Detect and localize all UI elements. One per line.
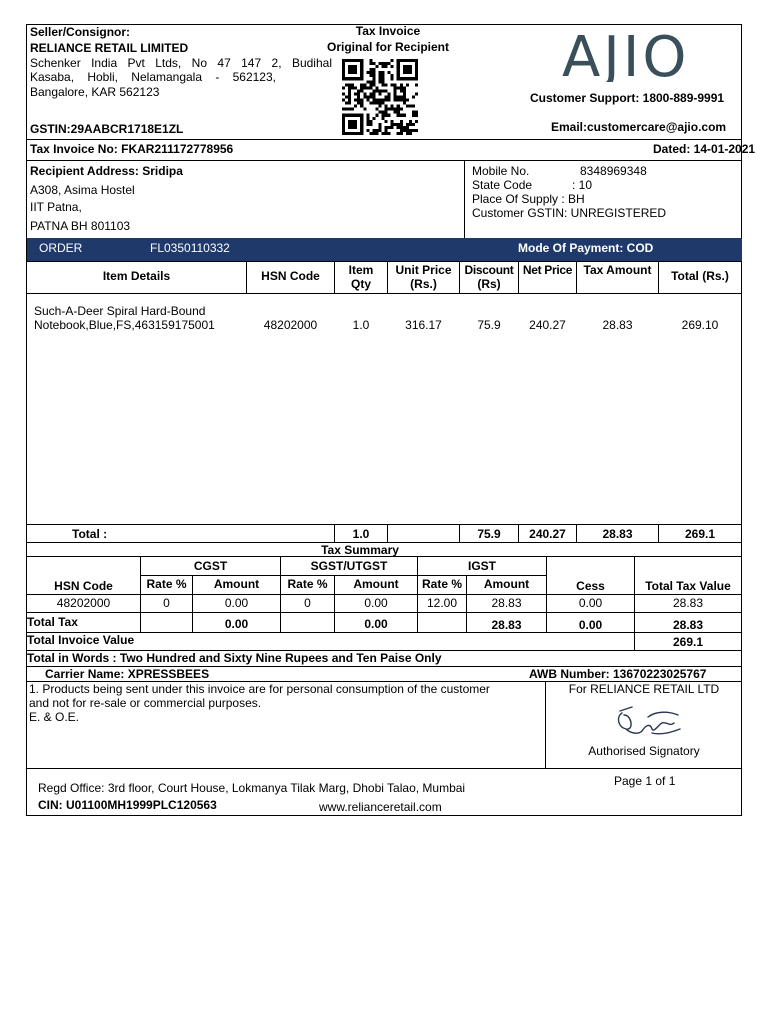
total-invoice-value: 269.1 bbox=[672, 635, 704, 649]
state-code-value: : 10 bbox=[572, 178, 593, 192]
payment-mode: Mode Of Payment: COD bbox=[518, 241, 654, 255]
regd-office: Regd Office: 3rd floor, Court House, Lokmanya Tilak Marg, Dhobi Talao, Mumbai bbox=[38, 781, 466, 795]
item-hsn: 48202000 bbox=[263, 318, 318, 332]
seller-label: Seller/Consignor: bbox=[30, 25, 131, 39]
item-total: 269.10 bbox=[681, 318, 719, 332]
total-tax-cess: 0.00 bbox=[578, 618, 603, 632]
tax-row-hsn: 48202000 bbox=[56, 596, 111, 610]
col-item-details: Item Details bbox=[102, 269, 171, 283]
state-code-label: State Code bbox=[472, 178, 533, 192]
col-tax-amount: Tax Amount bbox=[583, 263, 652, 277]
customer-support: Customer Support: 1800-889-9991 bbox=[530, 91, 725, 105]
qr-code-icon bbox=[340, 59, 420, 135]
totals-label: Total : bbox=[72, 527, 108, 541]
tax-col-igst-rate: Rate % bbox=[421, 577, 462, 591]
seller-name: RELIANCE RETAIL LIMITED bbox=[30, 41, 189, 55]
col-item-qty-1: Item bbox=[348, 263, 374, 277]
total-tax-cgst: 0.00 bbox=[224, 617, 249, 631]
col-unit-price-1: Unit Price bbox=[395, 263, 452, 277]
note-line-2: and not for re-sale or commercial purposes. bbox=[29, 696, 262, 710]
col-hsn-code: HSN Code bbox=[261, 269, 320, 283]
col-total: Total (Rs.) bbox=[671, 269, 729, 283]
col-discount-1: Discount bbox=[464, 263, 514, 277]
recipient-line-3: PATNA BH 801103 bbox=[30, 219, 131, 233]
svg-text:AJIO: AJIO bbox=[562, 30, 690, 82]
item-unit-price: 316.17 bbox=[405, 318, 442, 332]
item-qty: 1.0 bbox=[352, 318, 370, 332]
totals-net-price: 240.27 bbox=[529, 527, 566, 541]
item-tax-amount: 28.83 bbox=[602, 318, 633, 332]
place-of-supply: Place Of Supply : BH bbox=[472, 192, 585, 206]
tax-col-sgst-rate: Rate % bbox=[287, 577, 328, 591]
recipient-line-2: IIT Patna, bbox=[30, 200, 82, 214]
total-tax-label: Total Tax bbox=[27, 615, 78, 629]
seller-gstin: GSTIN:29AABCR1718E1ZL bbox=[30, 122, 184, 136]
page-number: Page 1 of 1 bbox=[614, 774, 676, 788]
tax-col-cgst-amount: Amount bbox=[213, 577, 260, 591]
item-desc-line-1: Such-A-Deer Spiral Hard-Bound bbox=[34, 304, 206, 318]
tax-col-hsn: HSN Code bbox=[54, 579, 113, 593]
tax-row-total-tax-value: 28.83 bbox=[672, 596, 704, 610]
mobile-label: Mobile No. bbox=[472, 164, 530, 178]
tax-row-sgst-amount: 0.00 bbox=[364, 596, 388, 610]
recipient-label: Recipient Address: Sridipa bbox=[30, 164, 183, 178]
signatory-for: For RELIANCE RETAIL LTD bbox=[568, 682, 720, 696]
invoice-title: Tax Invoice bbox=[355, 24, 421, 38]
col-discount-2: (Rs) bbox=[477, 277, 501, 291]
seller-address-line-1: Schenker India Pvt Ltds, No 47 147 2, Budihal bbox=[30, 56, 332, 70]
order-bar bbox=[27, 238, 742, 261]
total-tax-total: 28.83 bbox=[672, 618, 704, 632]
tax-row-sgst-rate: 0 bbox=[304, 596, 311, 610]
mobile-value: 8348969348 bbox=[580, 164, 647, 178]
signature-icon bbox=[612, 703, 684, 743]
signatory-label: Authorised Signatory bbox=[588, 744, 700, 758]
tax-col-sgst-amount: Amount bbox=[353, 577, 399, 591]
awb-number: AWB Number: 13670223025767 bbox=[529, 667, 707, 681]
tax-col-cgst-rate: Rate % bbox=[146, 577, 187, 591]
total-invoice-value-label: Total Invoice Value bbox=[27, 633, 135, 647]
invoice-date: Dated: 14-01-2021 bbox=[653, 142, 756, 156]
col-item-qty-2: Qty bbox=[350, 277, 371, 291]
group-igst: IGST bbox=[467, 559, 496, 573]
customer-gstin: Customer GSTIN: UNREGISTERED bbox=[472, 206, 667, 220]
tax-row-cgst-rate: 0 bbox=[163, 596, 170, 610]
total-in-words: Total in Words : Two Hundred and Sixty Nine Rupees and Ten Paise Only bbox=[27, 651, 442, 665]
total-tax-sgst: 0.00 bbox=[364, 617, 388, 631]
tax-row-cgst-amount: 0.00 bbox=[224, 596, 249, 610]
group-sgst: SGST/UTGST bbox=[310, 559, 388, 573]
totals-discount: 75.9 bbox=[477, 527, 501, 541]
totals-total: 269.1 bbox=[684, 527, 716, 541]
tax-col-cess: Cess bbox=[576, 579, 605, 593]
tax-col-total-tax-value: Total Tax Value bbox=[645, 579, 731, 593]
invoice-subtitle: Original for Recipient bbox=[326, 40, 449, 54]
item-net-price: 240.27 bbox=[529, 318, 566, 332]
seller-address-line-2: Kasaba, Hobli, Nelamangala - 562123, bbox=[30, 70, 276, 84]
item-discount: 75.9 bbox=[477, 318, 501, 332]
item-desc-line-2: Notebook,Blue,FS,463159175001 bbox=[34, 318, 215, 332]
seller-address-line-3: Bangalore, KAR 562123 bbox=[30, 85, 160, 99]
website: www.relianceretail.com bbox=[319, 800, 442, 814]
order-label: ORDER bbox=[39, 241, 83, 255]
col-unit-price-2: (Rs.) bbox=[410, 277, 437, 291]
invoice-number: Tax Invoice No: FKAR211172778956 bbox=[30, 142, 234, 156]
tax-row-igst-rate: 12.00 bbox=[426, 596, 458, 610]
total-tax-igst: 28.83 bbox=[491, 618, 522, 632]
tax-row-igst-amount: 28.83 bbox=[491, 596, 522, 610]
totals-tax-amount: 28.83 bbox=[602, 527, 633, 541]
group-cgst: CGST bbox=[193, 559, 228, 573]
note-line-3: E. & O.E. bbox=[29, 710, 80, 724]
cin: CIN: U01100MH1999PLC120563 bbox=[38, 798, 217, 812]
recipient-line-1: A308, Asima Hostel bbox=[30, 183, 135, 197]
tax-col-igst-amount: Amount bbox=[483, 577, 530, 591]
carrier-name: Carrier Name: XPRESSBEES bbox=[45, 667, 210, 681]
note-line-1: 1. Products being sent under this invoice are for personal consumption of the customer bbox=[29, 682, 490, 696]
customer-email: Email:customercare@ajio.com bbox=[551, 120, 727, 134]
totals-qty: 1.0 bbox=[352, 527, 370, 541]
tax-summary-title: Tax Summary bbox=[321, 543, 399, 557]
tax-row-cess: 0.00 bbox=[578, 596, 603, 610]
ajio-logo bbox=[562, 30, 728, 85]
order-number: FL0350110332 bbox=[150, 241, 230, 255]
col-net-price: Net Price bbox=[522, 263, 573, 277]
